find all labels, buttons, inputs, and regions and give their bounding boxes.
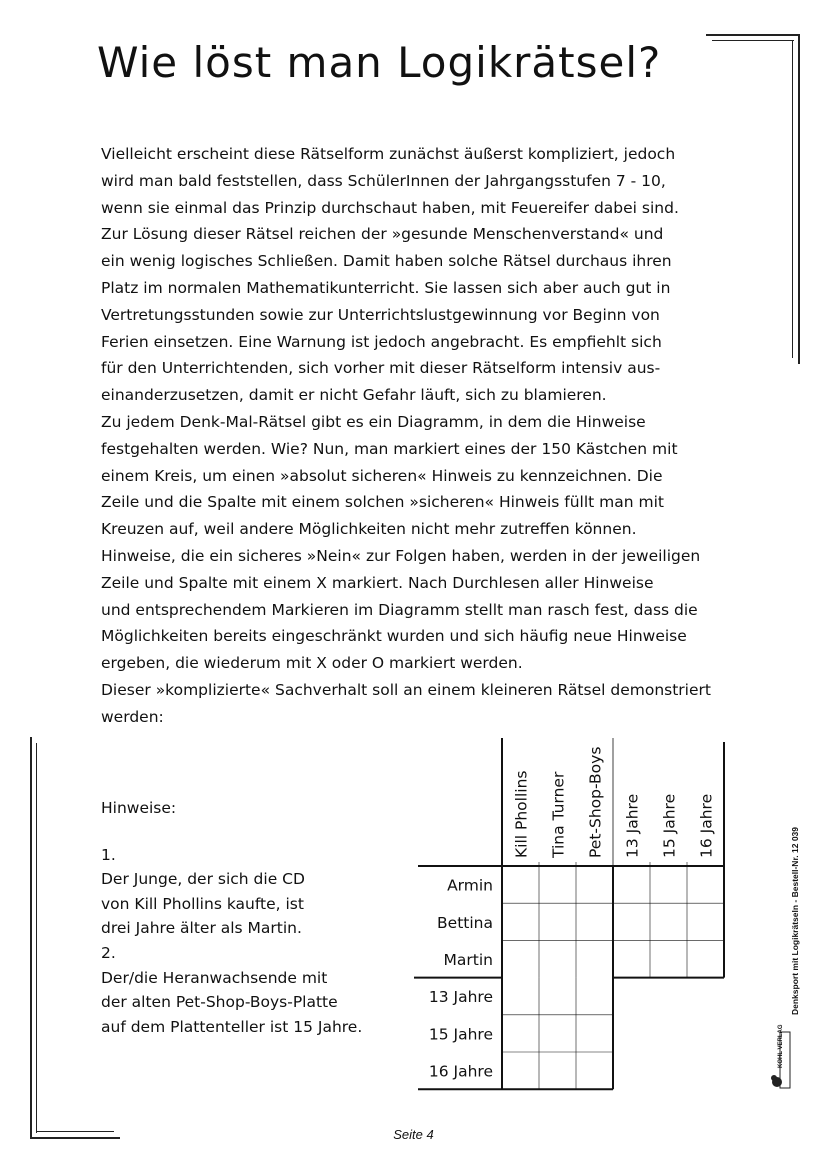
intro-line: werden: [101, 707, 164, 726]
grid-column-header: Tina Turner [549, 771, 568, 858]
intro-line: Zu jedem Denk-Mal-Rätsel gibt es ein Diagramm, in dem die Hinweise [101, 412, 646, 431]
grid-row-header: 15 Jahre [428, 1025, 493, 1044]
intro-line: und entsprechendem Markieren im Diagramm stellt man rasch fest, dass die [101, 600, 698, 619]
intro-line: wenn sie einmal das Prinzip durchschaut haben, mit Feuereifer dabei sind. [101, 198, 679, 217]
page-number: Seite 4 [393, 1127, 434, 1142]
intro-line: Hinweise, die ein sicheres »Nein« zur Folgen haben, werden in der jeweiligen [101, 546, 701, 565]
intro-line: einanderzusetzen, damit er nicht Gefahr läuft, sich zu blamieren. [101, 386, 607, 405]
grid-column-header: Pet-Shop-Boys [586, 746, 605, 858]
intro-line: Platz im normalen Mathematikunterricht. Sie lassen sich aber auch gut in [101, 278, 671, 297]
grid-row-header: 16 Jahre [428, 1062, 493, 1081]
grid-row-header: Bettina [437, 913, 493, 932]
page-title: Wie löst man Logikrätsel? [97, 38, 662, 87]
intro-line: wird man bald feststellen, dass SchülerInnen der Jahrgangsstufen 7 - 10, [101, 171, 666, 190]
hint-number: 1. [101, 845, 116, 864]
hint-line: der alten Pet-Shop-Boys-Platte [101, 993, 338, 1012]
hint-line: Der/die Heranwachsende mit [101, 968, 328, 987]
hints-heading: Hinweise: [101, 799, 177, 817]
intro-line: ergeben, die wiederum mit X oder O markiert werden. [101, 654, 523, 673]
intro-line: Ferien einsetzen. Eine Warnung ist jedoch angebracht. Es empfiehlt sich [101, 332, 662, 351]
intro-line: Möglichkeiten bereits eingeschränkt wurden und sich häufig neue Hinweise [101, 627, 687, 646]
hint-line: auf dem Plattenteller ist 15 Jahre. [101, 1017, 363, 1036]
intro-line: festgehalten werden. Wie? Nun, man markiert eines der 150 Kästchen mit [101, 439, 678, 458]
grid-column-header: 15 Jahre [660, 793, 679, 858]
grid-column-header: 16 Jahre [697, 793, 716, 858]
intro-line: Vielleicht erscheint diese Rätselform zunächst äußerst kompliziert, jedoch [101, 145, 676, 163]
grid-column-header: 13 Jahre [623, 793, 642, 858]
intro-line: einem Kreis, um einen »absolut sicheren« Hinweis zu kennzeichnen. Die [101, 466, 663, 485]
intro-line: für den Unterrichtenden, sich vorher mit dieser Rätselform intensiv aus- [101, 359, 661, 378]
hint-number: 2. [101, 943, 116, 962]
intro-line: Zeile und Spalte mit einem X markiert. Nach Durchlesen aller Hinweise [101, 573, 654, 592]
side-order-text: Denksport mit Logikrätseln - Bestell-Nr. 12 039 [790, 826, 800, 1015]
intro-line: Vertretungsstunden sowie zur Unterrichtslustgewinnung vor Beginn von [101, 305, 660, 324]
hint-line: drei Jahre älter als Martin. [101, 919, 302, 938]
intro-line: Dieser »komplizierte« Sachverhalt soll an einem kleineren Rätsel demonstriert [101, 680, 711, 699]
publisher-logo-text: KOHL VERLAG [778, 1024, 784, 1068]
hint-line: von Kill Phollins kaufte, ist [101, 894, 304, 913]
intro-line: Kreuzen auf, weil andere Möglichkeiten nicht mehr zutreffen können. [101, 520, 637, 539]
grid-column-header: Kill Phollins [512, 770, 531, 858]
intro-line: Zeile und die Spalte mit einem solchen »sicheren« Hinweis füllt man mit [101, 493, 664, 512]
grid-row-header: 13 Jahre [428, 988, 493, 1007]
grid-row-header: Armin [447, 876, 493, 895]
intro-line: Zur Lösung dieser Rätsel reichen der »gesunde Menschenverstand« und [101, 225, 664, 244]
grid-row-header: Martin [443, 951, 493, 969]
hint-line: Der Junge, der sich die CD [101, 870, 305, 889]
intro-line: ein wenig logisches Schließen. Damit haben solche Rätsel durchaus ihren [101, 252, 672, 271]
